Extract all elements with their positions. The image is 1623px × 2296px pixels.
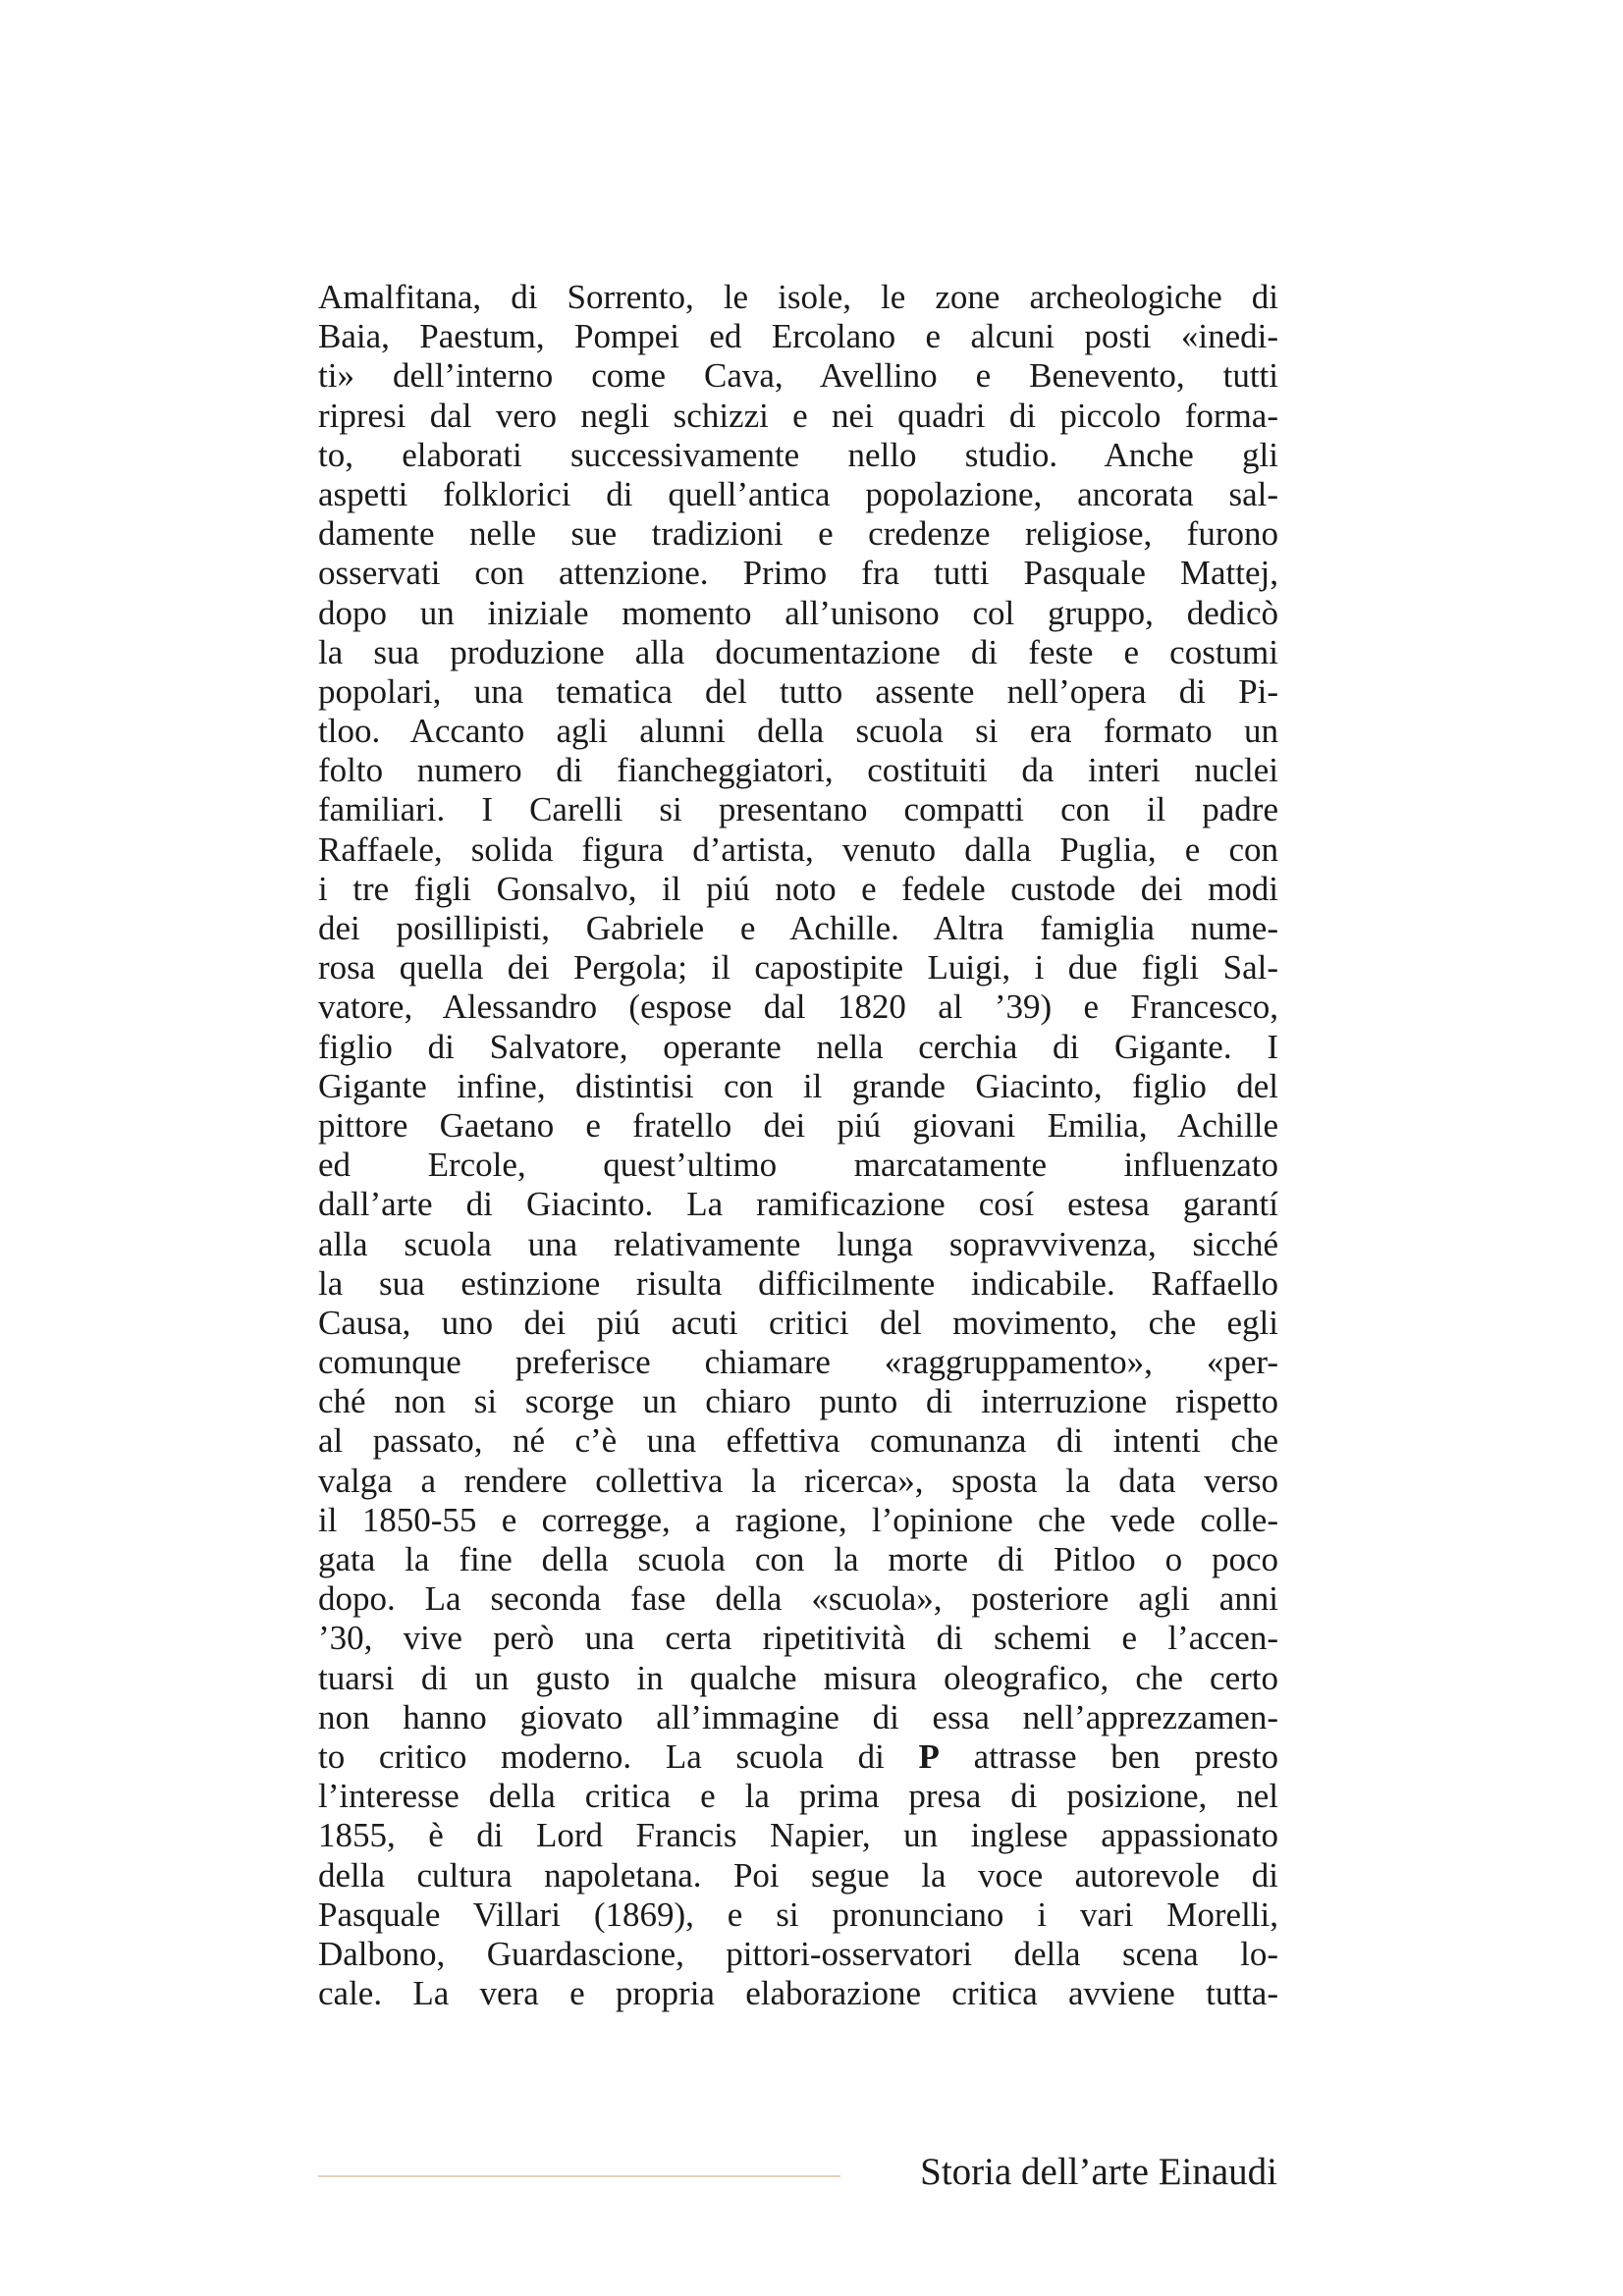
text-line: cale. La vera e propria elaborazione critica avviene tutta- [318,1974,1278,2013]
bold-initial: P [918,1736,940,1776]
text-line: ed Ercole, quest’ultimo marcatamente influenzato [318,1146,1278,1185]
text-line: della cultura napoletana. Poi segue la voce autorevole di [318,1855,1278,1895]
text-fragment: attrasse ben presto [939,1736,1278,1776]
text-line: dopo. La seconda fase della «scuola», posteriore agli anni [318,1579,1278,1619]
text-line: Causa, uno dei piú acuti critici del movimento, che egli [318,1303,1278,1342]
text-line: la sua estinzione risulta difficilmente indicabile. Raffaello [318,1263,1278,1303]
text-line: rosa quella dei Pergola; il capostipite Luigi, i due figli Sal- [318,948,1278,988]
footer-title: Storia dell’arte Einaudi [920,2151,1277,2193]
text-line: Pasquale Villari (1869), e si pronunciano i vari Morelli, [318,1895,1278,1934]
text-line: dei posillipisti, Gabriele e Achille. Altra famiglia nume- [318,909,1278,947]
text-line: dopo un iniziale momento all’unisono col gruppo, dedicò [318,593,1278,632]
text-line: popolari, una tematica del tutto assente nell’opera di Pi- [318,671,1278,711]
text-line: folto numero di fiancheggiatori, costituiti da interi nuclei [318,751,1278,790]
text-line: la sua produzione alla documentazione di feste e costumi [318,632,1278,671]
text-line: Amalfitana, di Sorrento, le isole, le zone archeologiche di [318,278,1278,316]
text-line: familiari. I Carelli si presentano compatti con il padre [318,790,1278,829]
text-line: tuarsi di un gusto in qualche misura oleografico, che certo [318,1658,1278,1697]
text-fragment: to critico moderno. La scuola di [318,1736,919,1776]
text-line: alla scuola una relativamente lunga sopravvivenza, sicché [318,1224,1278,1263]
text-line: Gigante infine, distintisi con il grande Giacinto, figlio del [318,1066,1278,1105]
text-line: to, elaborati successivamente nello studio. Anche gli [318,435,1278,474]
text-line: 1855, è di Lord Francis Napier, un inglese appassionato [318,1816,1278,1855]
text-line: osservati con attenzione. Primo fra tutti Pasquale Mattej, [318,554,1278,593]
text-line: Dalbono, Guardascione, pittori-osservatori della scena lo- [318,1934,1278,1973]
text-line: i tre figli Gonsalvo, il piú noto e fedele custode dei modi [318,869,1278,908]
text-line: pittore Gaetano e fratello dei piú giovani Emilia, Achille [318,1105,1278,1145]
text-line: l’interesse della critica e la prima presa di posizione, nel [318,1777,1278,1816]
text-line: ’30, vive però una certa ripetitività di schemi e l’accen- [318,1619,1278,1658]
footer-divider [318,2175,840,2177]
text-line: dall’arte di Giacinto. La ramificazione cosí estesa garantí [318,1185,1278,1224]
text-line: damente nelle sue tradizioni e credenze religiose, furono [318,514,1278,554]
text-line-with-bold [318,1737,1278,1777]
text-line: Baia, Paestum, Pompei ed Ercolano e alcuni posti «inedi- [318,317,1278,356]
text-line: ché non si scorge un chiaro punto di interruzione rispetto [318,1382,1278,1421]
text-line: aspetti folklorici di quell’antica popolazione, ancorata sal- [318,474,1278,513]
text-line: vatore, Alessandro (espose dal 1820 al ’39) e Francesco, [318,988,1278,1027]
text-line: ripresi dal vero negli schizzi e nei quadri di piccolo forma- [318,396,1278,435]
text-line: figlio di Salvatore, operante nella cerchia di Gigante. I [318,1027,1278,1066]
text-line: comunque preferisce chiamare «raggruppamento», «per- [318,1343,1278,1382]
text-line: valga a rendere collettiva la ricerca», sposta la data verso [318,1461,1278,1500]
body-text [318,278,1278,2013]
text-line: Raffaele, solida figura d’artista, venuto dalla Puglia, e con [318,829,1278,869]
text-line: gata la fine della scuola con la morte di Pitloo o poco [318,1540,1278,1578]
text-line: il 1850-55 e corregge, a ragione, l’opinione che vede colle- [318,1500,1278,1539]
text-line: ti» dell’interno come Cava, Avellino e Benevento, tutti [318,356,1278,396]
text-line: al passato, né c’è una effettiva comunanza di intenti che [318,1421,1278,1461]
text-line: tloo. Accanto agli alunni della scuola si era formato un [318,712,1278,751]
text-line: non hanno giovato all’immagine di essa nell’apprezzamen- [318,1697,1278,1736]
